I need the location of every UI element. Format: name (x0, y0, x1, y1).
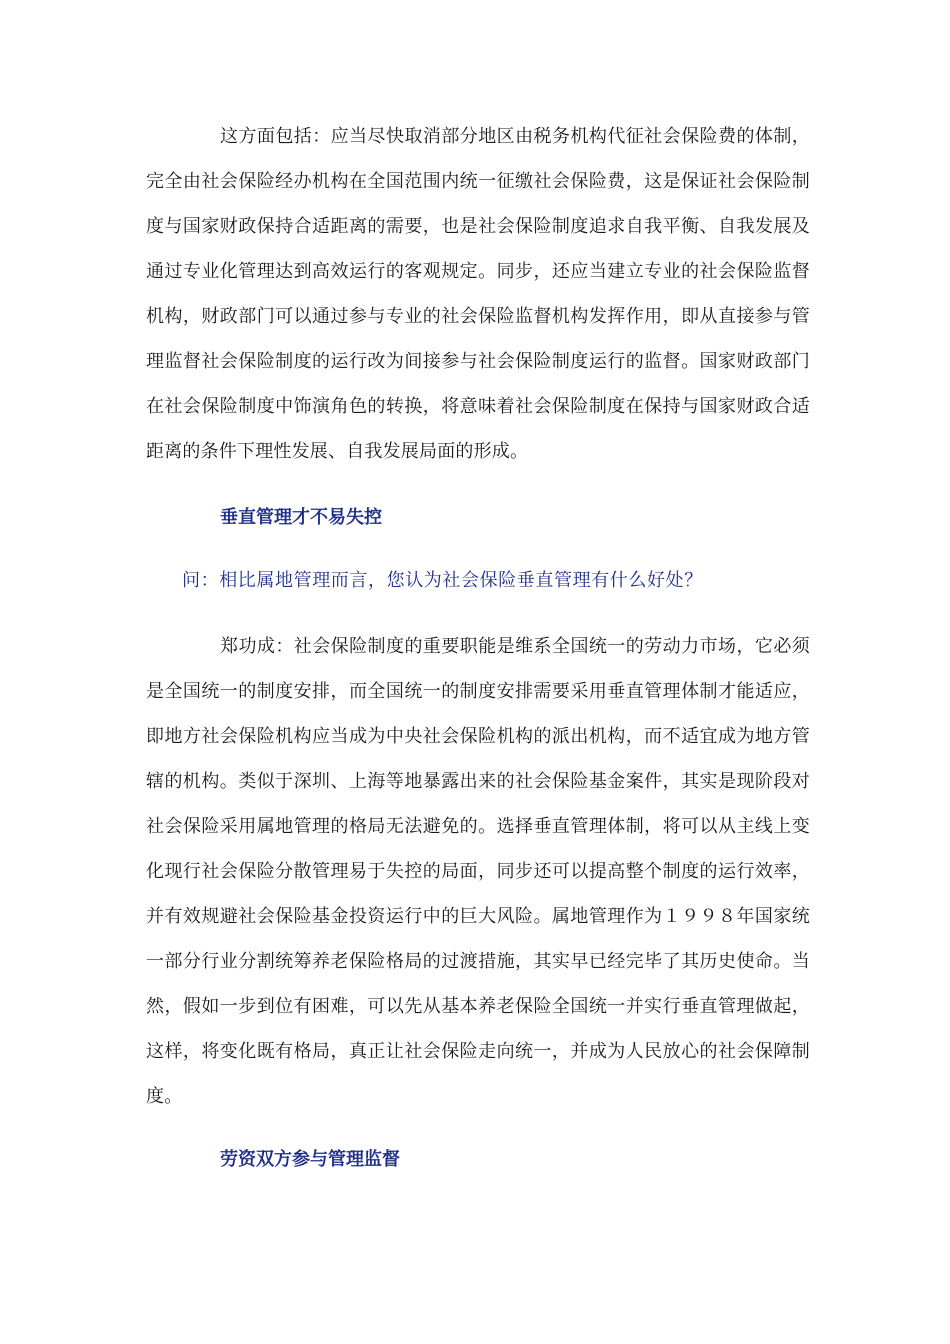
interview-question: 问：相比属地管理而言，您认为社会保险垂直管理有什么好处？ (182, 570, 703, 591)
body-paragraph-2: 郑功成：社会保险制度的重要职能是维系全国统一的劳动力市场，它必须是全国统一的制度安排，而全国统一的制度安排需要采用垂直管理体制才能适应，即地方社会保险机构应当成为中央社会保险机构的派出机构，而不适宜成为地方管辖的机构。类似于深圳、上海等地暴露出来的社会保险基金案件，其实是现阶段对社会保险采用属地管理的格局无法避免的。选择垂直管理体制，将可以从主线上变化现行社会保险分散管理易于失控的局面，同步还可以提高整个制度的运行效率，并有效规避社会保险基金投资运行中的巨大风险。属地管理作为１９９８年国家统一部分行业分割统筹养老保险格局的过渡措施，其实早已经完毕了其历史使命。当然，假如一步到位有困难，可以先从基本养老保险全国统一并实行垂直管理做起，这样，将变化既有格局，真正让社会保险走向统一，并成为人民放心的社会保障制度。 (146, 636, 810, 1107)
section-heading-labor-capital: 劳资双方参与管理监督 (220, 1149, 400, 1170)
section-heading-vertical-management: 垂直管理才不易失控 (220, 507, 382, 528)
body-paragraph-1: 这方面包括：应当尽快取消部分地区由税务机构代征社会保险费的体制，完全由社会保险经办机构在全国范围内统一征缴社会保险费，这是保证社会保险制度与国家财政保持合适距离的需要，也是社会保险制度追求自我平衡、自我发展及通过专业化管理达到高效运行的客观规定。同步，还应当建立专业的社会保险监督机构，财政部门可以通过参与专业的社会保险监督机构发挥作用，即从直接参与管理监督社会保险制度的运行改为间接参与社会保险制度运行的监督。国家财政部门在社会保险制度中饰演角色的转换，将意味着社会保险制度在保持与国家财政合适距离的条件下理性发展、自我发展局面的形成。 (146, 126, 810, 462)
